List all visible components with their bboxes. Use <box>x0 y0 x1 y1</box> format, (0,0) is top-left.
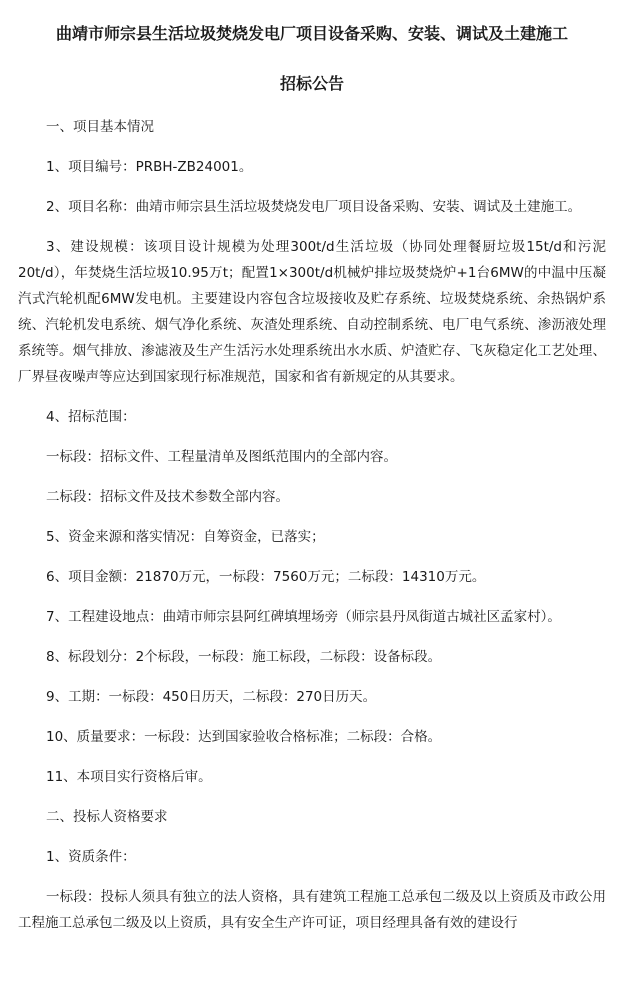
paragraph-project-name: 2、项目名称：曲靖市师宗县生活垃圾焚烧发电厂项目设备采购、安装、调试及土建施工。 <box>46 199 582 215</box>
paragraph-project-amount: 6、项目金额：21870万元，一标段：7560万元；二标段：14310万元。 <box>46 569 486 585</box>
paragraph-lot-1-qualification: 一标段：投标人须具有独立的法人资格，具有建筑工程施工总承包二级及以上资质及市政公用工程施工总承包二级及以上资质，具有安全生产许可证，项目经理具备有效的建设行 <box>18 889 606 931</box>
paragraph-qualification-review: 11、本项目实行资格后审。 <box>46 769 212 785</box>
paragraph-project-number: 1、项目编号：PRBH-ZB24001。 <box>46 159 253 175</box>
section-heading-basic-info: 一、项目基本情况 <box>46 119 154 135</box>
spacer <box>18 96 606 114</box>
document-subtitle: 招标公告 <box>279 74 344 93</box>
paragraph-lot-2-scope: 二标段：招标文件及技术参数全部内容。 <box>46 489 289 505</box>
paragraph-quality: 10、质量要求：一标段：达到国家验收合格标准；二标段：合格。 <box>46 729 442 745</box>
paragraph-bidding-scope: 4、招标范围： <box>46 409 136 425</box>
paragraph-lot-1-scope: 一标段：招标文件、工程量清单及图纸范围内的全部内容。 <box>46 449 397 465</box>
paragraph-qualification-conditions: 1、资质条件： <box>46 849 136 865</box>
paragraph-funding: 5、资金来源和落实情况：自筹资金，已落实； <box>46 529 325 545</box>
paragraph-schedule: 9、工期：一标段：450日历天，二标段：270日历天。 <box>46 689 377 705</box>
document-title: 曲靖市师宗县生活垃圾焚烧发电厂项目设备采购、安装、调试及土建施工 <box>55 24 568 43</box>
paragraph-construction-scale: 3、建设规模：该项目设计规模为处理300t/d生活垃圾（协同处理餐厨垃圾15t/d和污泥20t/d），年焚烧生活垃圾10.95万t；配置1×300t/d机械炉排垃圾焚烧炉+1台6MW的中温中压凝汽式汽轮机配6MW发电机。主要建设内容包含垃圾接收及贮存系统、垃圾焚烧系统、余热锅炉系统、汽轮机发电系统、烟气净化系统、灰渣处理系统、自动控制系统、电厂电气系统、渗沥液处理系统等。烟气排放、渗滤液及生产生活污水处理系统出水水质、炉渣贮存、飞灰稳定化工艺处理、厂界昼夜噪声等应达到国家现行标准规范，国家和省有新规定的从其要求。 <box>18 239 606 385</box>
paragraph-location: 7、工程建设地点：曲靖市师宗县阿红碑填埋场旁（师宗县丹凤街道古城社区孟家村）。 <box>46 609 561 625</box>
section-heading-bidder-requirements: 二、投标人资格要求 <box>46 809 168 825</box>
paragraph-lot-division: 8、标段划分：2个标段，一标段：施工标段，二标段：设备标段。 <box>46 649 442 665</box>
